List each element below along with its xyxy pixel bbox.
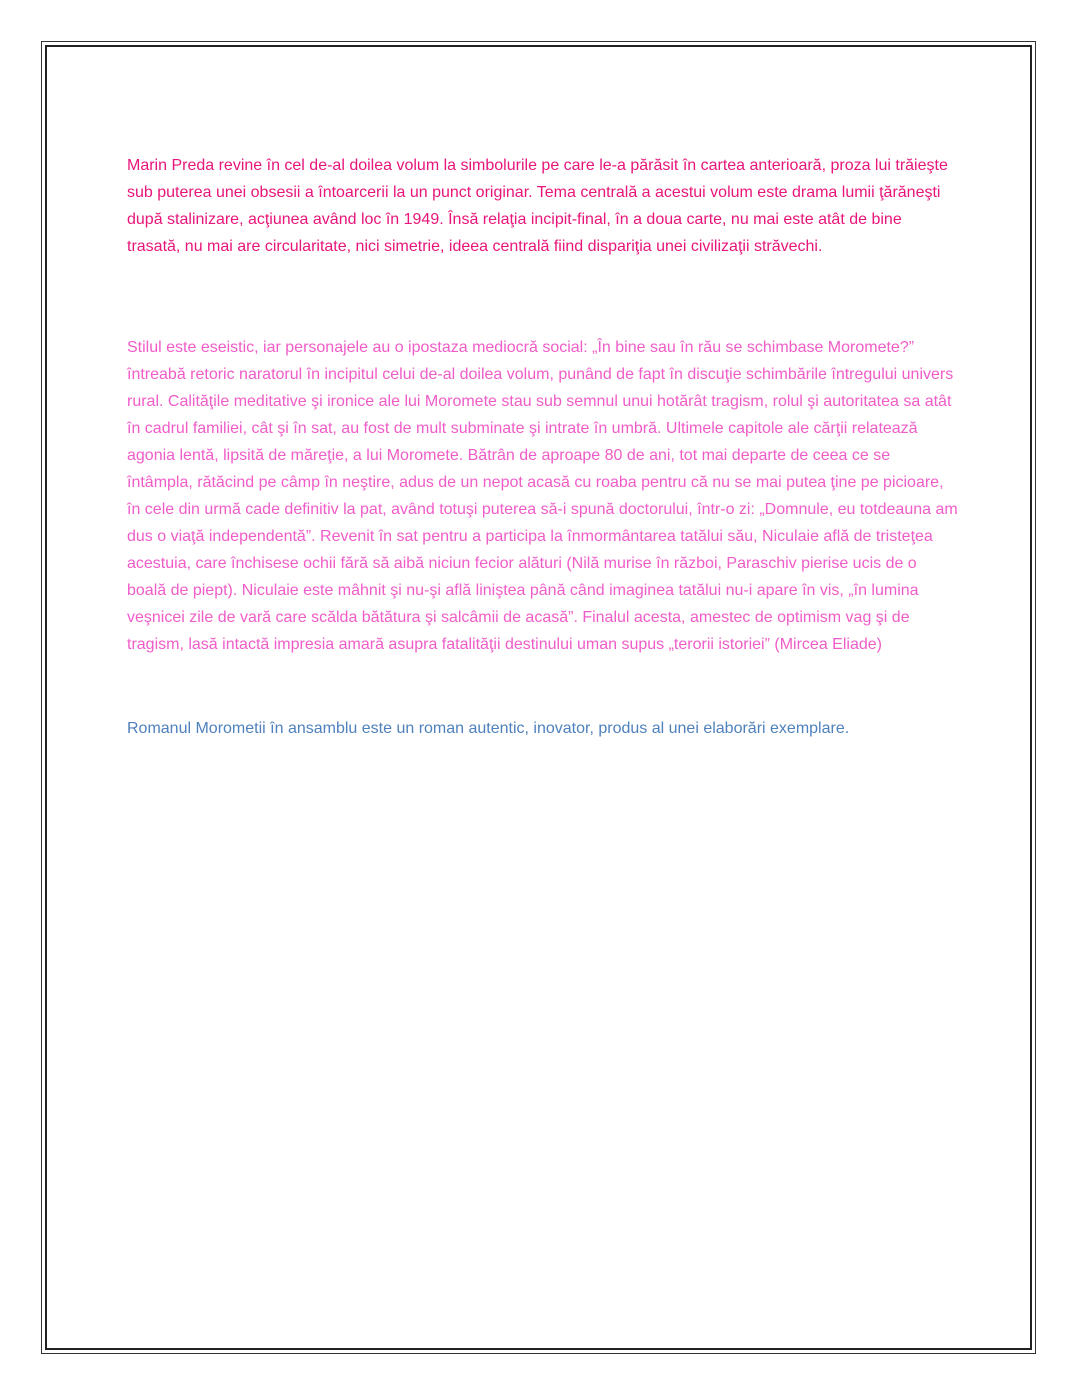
paragraph-style: Stilul este eseistic, iar personajele au o ipostaza mediocră social: „În bine sau în rău se schimbase Moromete?” întreabă retoric naratorul în incipitul celui de-al doilea volum, punând de fapt în discuţie schimbările întregului univers rural. Calităţile meditative şi ironice ale lui Moromete stau sub semnul unui hotărât tragism, rolul şi autoritatea sa atât în cadrul familiei, cât şi în sat, au fost de mult subminate şi intrate în umbră. Ultimele capitole ale cărţii relatează agonia lentă, lipsită de măreţie, a lui Moromete. Bătrân de aproape 80 de ani, tot mai departe de ceea ce se întâmpla, rătăcind pe câmp în neştire, adus de un nepot acasă cu roaba pentru că nu se mai putea ţine pe picioare, în cele din urmă cade definitiv la pat, având totuşi puterea să-i spună doctorului, într-o zi: „Domnule, eu totdeauna am dus o viaţă independentă”. Revenit în sat pentru a participa la înmormântarea tatălui său, Niculaie află de tristeţea acestuia, care închisese ochii fără să aibă niciun fecior alături (Nilă murise în război, Paraschiv pierise ucis de o boală de piept). Niculaie este mâhnit şi nu-şi află liniştea până când imaginea tatălui nu-i apare în vis, „în lumina veşnicei zile de vară care scălda bătătura şi salcâmii de acasă”. Finalul acesta, amestec de optimism vag şi de tragism, lasă intactă impresia amară asupra fatalităţii destinului uman supus „terorii istoriei” (Mircea Eliade) — [127, 339, 958, 653]
paragraph-intro: Marin Preda revine în cel de-al doilea volum la simbolurile pe care le-a părăsit în cartea anterioară, proza lui trăieşte sub puterea unei obsesii a întoarcerii la un punct originar. Tema centrală a acestui volum este drama lumii ţărăneşti după stalinizare, acţiunea având loc în 1949. Însă relaţia incipit-final, în a doua carte, nu mai este atât de bine trasată, nu mai are circularitate, nici simetrie, ideea centrală fiind dispariţia unei civilizaţii străvechi. — [127, 157, 948, 255]
paragraph-conclusion: Romanul Morometii în ansamblu este un roman autentic, inovator, produs al unei elaborări exemplare. — [127, 720, 850, 737]
